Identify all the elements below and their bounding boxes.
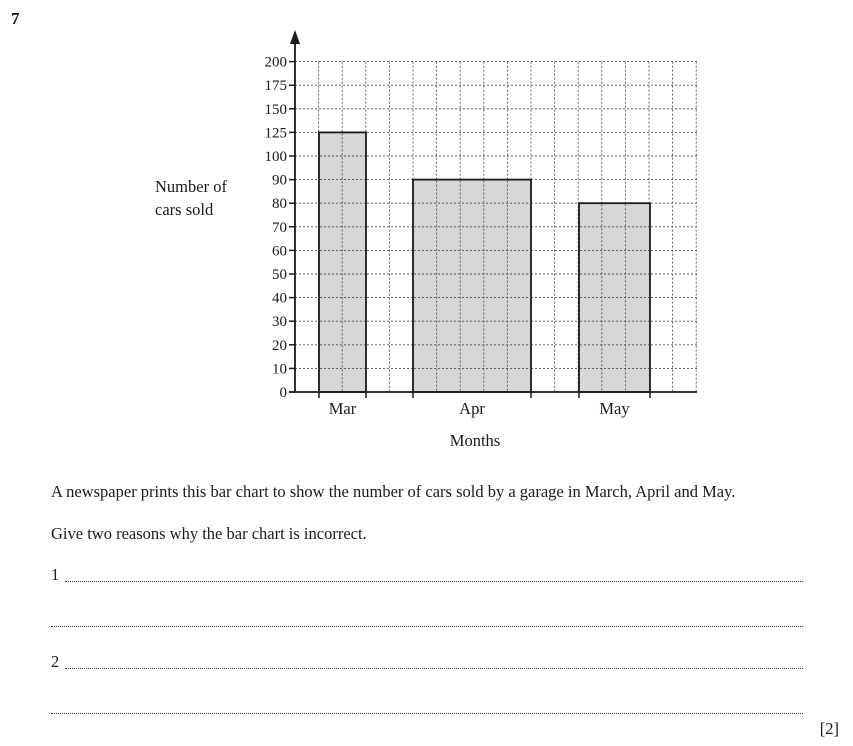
x-tick-label: Mar [328,399,357,418]
answer-line-2-continued[interactable] [51,700,803,714]
answer-label-1: 1 [51,565,60,584]
question-task: Give two reasons why the bar chart is incorrect. [51,524,367,543]
y-tick-label: 90 [272,172,287,189]
x-tick-label: May [599,399,630,418]
y-tick-label: 50 [272,267,287,283]
y-tick-label: 0 [279,385,287,401]
question-intro: A newspaper prints this bar chart to show the number of cars sold by a garage in March, April and May. [51,482,736,501]
y-axis-title: cars sold [155,200,214,219]
y-tick-label: 150 [264,101,287,118]
y-tick-label: 70 [272,219,287,236]
y-tick-label: 10 [272,361,287,378]
y-tick-label: 40 [272,290,287,307]
y-axis-arrow [290,30,300,44]
y-tick-label: 80 [272,196,287,213]
y-tick-label: 100 [264,149,287,165]
marks-label: [2] [819,719,839,738]
answer-line-1[interactable] [51,565,803,584]
y-tick-label: 30 [272,314,287,331]
y-tick-label: 20 [272,337,287,354]
x-axis-title: Months [449,431,501,450]
x-tick-label: Apr [459,399,485,418]
y-tick-label: 200 [264,54,287,71]
y-tick-label: 175 [264,78,287,95]
question-number: 7 [11,9,20,28]
answer-line-1-continued[interactable] [51,613,803,627]
y-tick-label: 125 [264,125,287,142]
bar-apr [413,180,531,392]
answer-line-2[interactable] [51,652,803,671]
y-tick-label: 60 [272,243,287,260]
y-axis-title: Number of [155,177,227,196]
answer-label-2: 2 [51,652,60,671]
